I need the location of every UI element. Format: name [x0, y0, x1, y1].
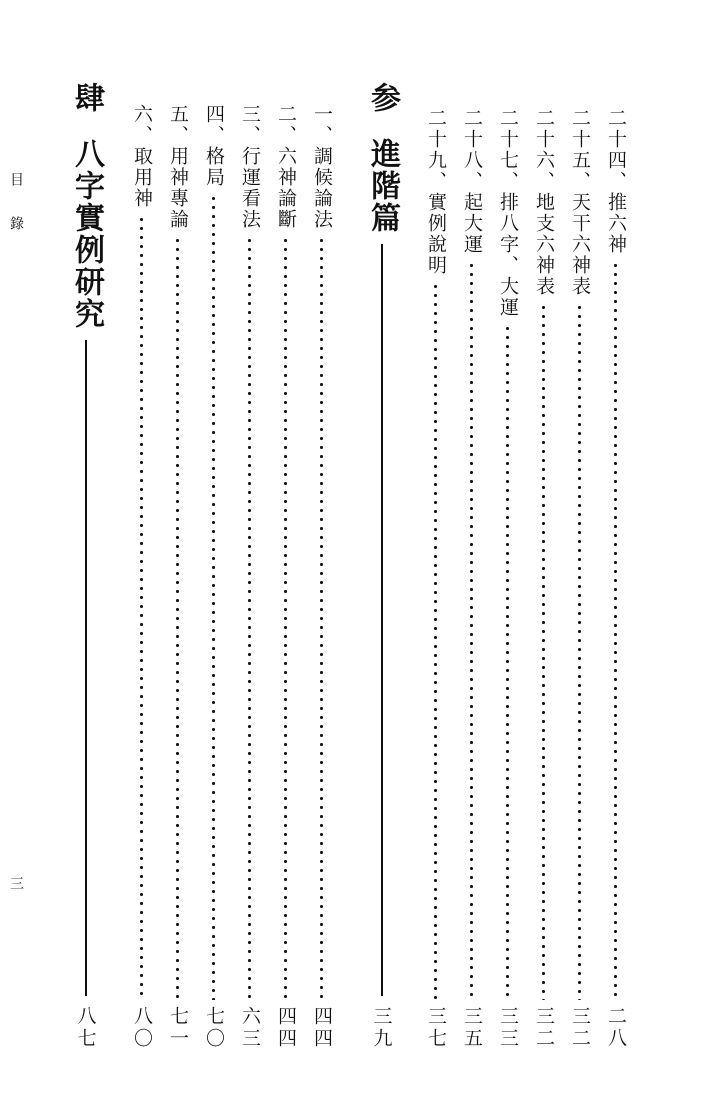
toc-entry-2[interactable] [276, 104, 295, 1050]
dot-leader [276, 236, 295, 1000]
toc-entry-label: 二十七、排八字、大運 [497, 108, 519, 318]
dot-leader [204, 194, 223, 1000]
toc-entry-page: 三二 [533, 1006, 555, 1050]
page-number [6, 876, 26, 920]
dot-leader [312, 236, 331, 1000]
toc-entry-page: 六三 [239, 1006, 261, 1050]
section-page: 八七 [74, 1006, 97, 1050]
toc-entry-page: 三二 [569, 1006, 591, 1050]
toc-entry-label: 二十九、實例說明 [425, 108, 447, 276]
section-rule [85, 340, 87, 996]
toc-entry-page: 三五 [461, 1006, 483, 1050]
page-header [6, 172, 26, 260]
toc-entry-page: 七〇 [203, 1006, 225, 1050]
page-header-label: 目錄 [8, 172, 24, 260]
dot-leader [426, 282, 445, 1000]
section-number: 肆 [69, 82, 104, 112]
dot-leader [168, 236, 187, 1000]
toc-entry-page: 四四 [275, 1006, 297, 1050]
toc-entry-label: 二十八、起大運 [461, 108, 483, 255]
toc-entry-label: 六、取用神 [131, 104, 153, 209]
toc-entry-label: 二十六、地支六神表 [533, 108, 555, 297]
section-number: 参 [365, 82, 400, 112]
toc-entry-label: 三、行運看法 [239, 104, 261, 230]
toc-entry-page: 二八 [605, 1006, 627, 1050]
dot-leader [534, 303, 553, 1000]
section-page: 三九 [370, 1006, 393, 1050]
dot-leader [132, 215, 151, 1000]
section-heading-3[interactable] [360, 82, 404, 1050]
toc-entry-label: 二十五、天干六神表 [569, 108, 591, 297]
toc-entry-28[interactable] [462, 108, 481, 1050]
toc-entry-label: 二十四、推六神 [605, 108, 627, 255]
toc-entry-6[interactable] [132, 104, 151, 1050]
dot-leader [462, 261, 481, 1000]
section-title: 八字實例研究 [69, 138, 104, 330]
dot-leader [498, 324, 517, 1000]
toc-entry-page: 三三 [497, 1006, 519, 1050]
toc-entry-label: 二、六神論斷 [275, 104, 297, 230]
toc-entry-page: 八〇 [131, 1006, 153, 1050]
page-number-label: 三 [8, 876, 24, 920]
toc-entry-5[interactable] [168, 104, 187, 1050]
dot-leader [606, 261, 625, 1000]
toc-entry-label: 四、格局 [203, 104, 225, 188]
toc-entry-4[interactable] [204, 104, 223, 1050]
toc-entry-24[interactable] [606, 108, 625, 1050]
toc-entry-26[interactable] [534, 108, 553, 1050]
section-title: 進階篇 [365, 138, 400, 234]
toc-entry-27[interactable] [498, 108, 517, 1050]
dot-leader [570, 303, 589, 1000]
toc-entry-page: 三七 [425, 1006, 447, 1050]
toc-entry-page: 七一 [167, 1006, 189, 1050]
dot-leader [240, 236, 259, 1000]
toc-entry-3[interactable] [240, 104, 259, 1050]
toc-entry-29[interactable] [426, 108, 445, 1050]
toc-entry-1[interactable] [312, 104, 331, 1050]
section-heading-4[interactable] [64, 82, 108, 1050]
toc-entry-label: 五、用神專論 [167, 104, 189, 230]
toc-entry-label: 一、調候論法 [311, 104, 333, 230]
section-rule [381, 244, 383, 996]
toc-entry-page: 四四 [311, 1006, 333, 1050]
toc-entry-25[interactable] [570, 108, 589, 1050]
